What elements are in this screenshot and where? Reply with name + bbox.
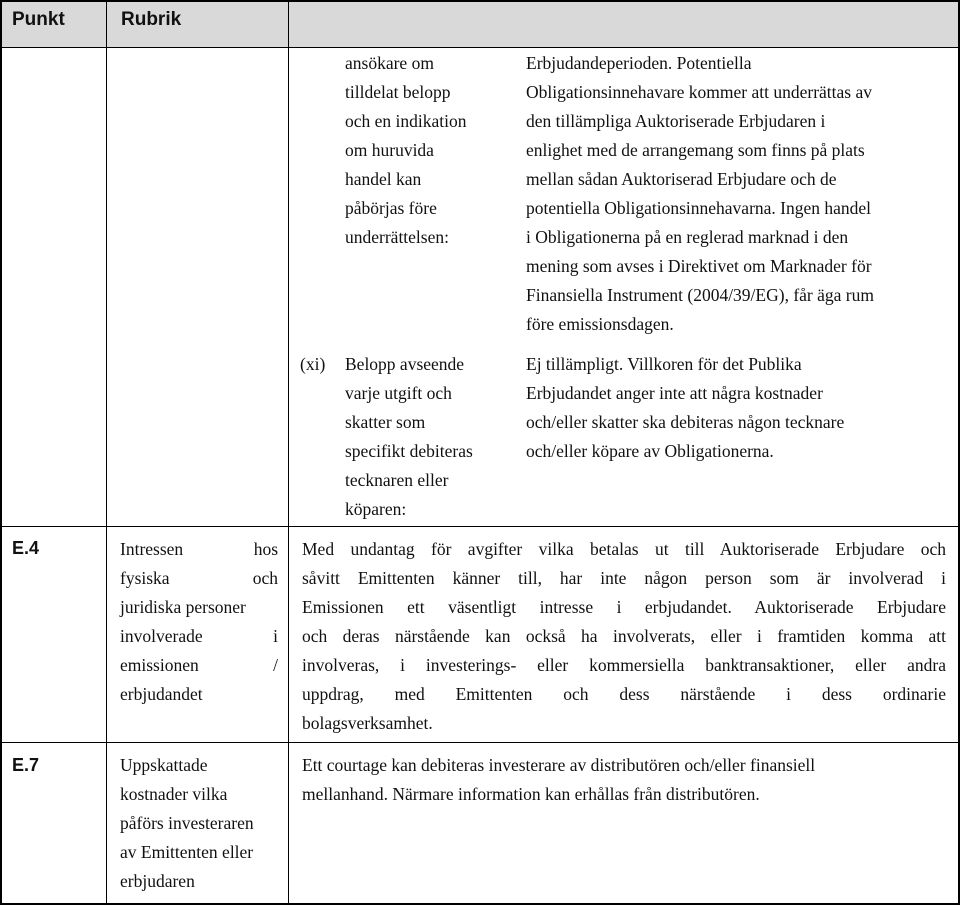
header-punkt: Punkt (12, 9, 65, 30)
table-column-divider (106, 0, 107, 905)
header-rubrik: Rubrik (121, 9, 182, 30)
table-border-bottom (0, 903, 960, 905)
table-border-top (0, 0, 960, 2)
table-column-divider (288, 0, 289, 905)
item-xi-number: (xi) (300, 354, 326, 374)
table-border-left (0, 0, 2, 905)
row-punkt-e4: E.4 (12, 538, 40, 558)
table-border-header-bottom (0, 47, 960, 48)
row-punkt-e7: E.7 (12, 755, 40, 775)
table-row-divider (0, 526, 960, 527)
table-row-divider (0, 742, 960, 743)
